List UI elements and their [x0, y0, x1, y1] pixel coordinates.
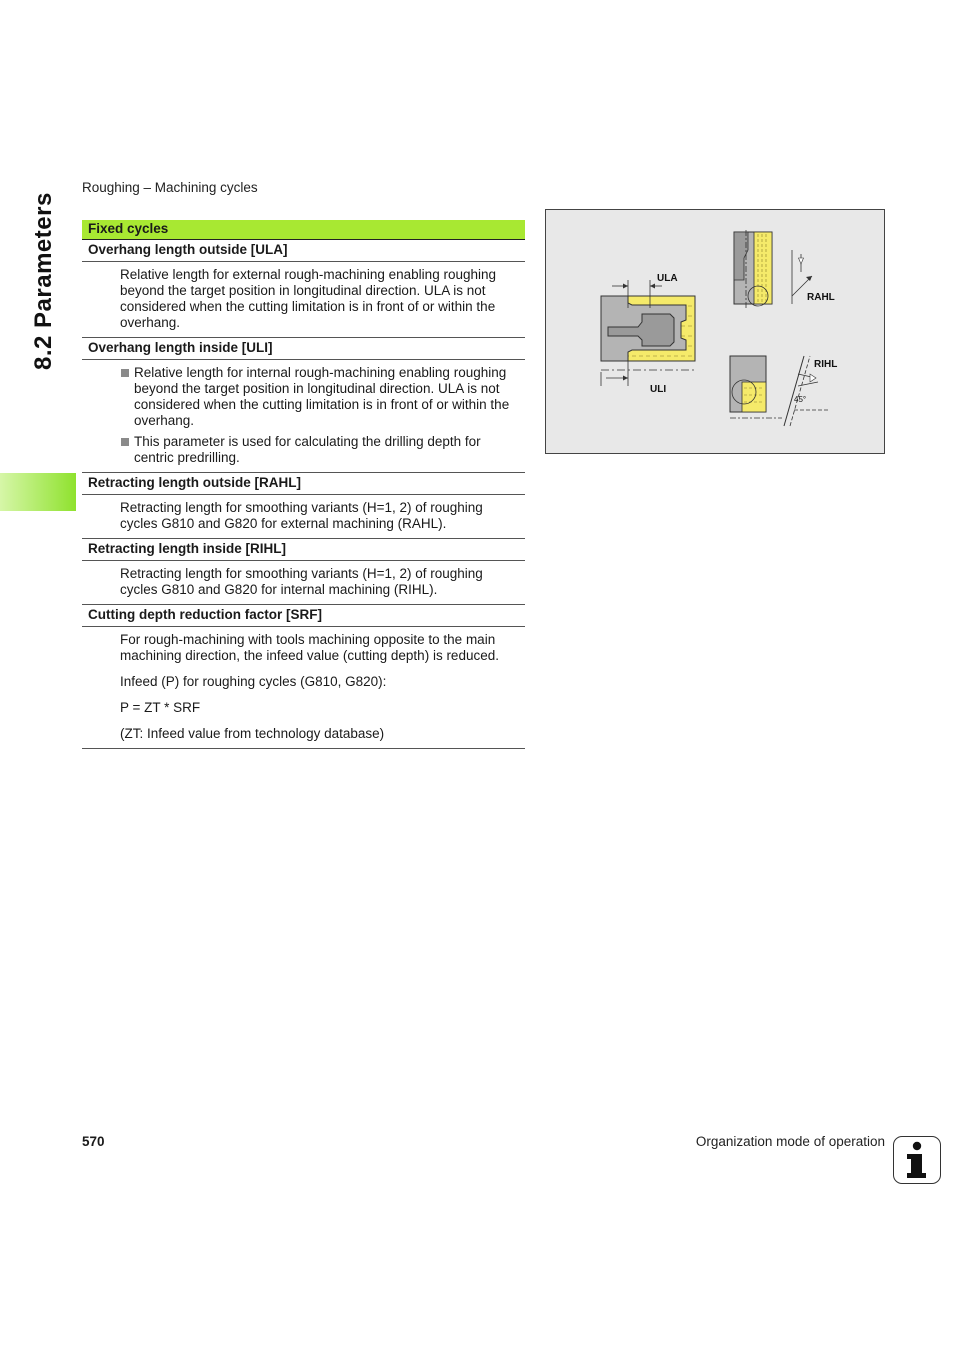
bullet-square-icon — [121, 369, 129, 377]
ula-uli-drawing — [601, 273, 695, 395]
description-paragraph: For rough-machining with tools machining opposite to the main machining direction, the infeed value (cutting depth) is reduced. — [120, 632, 499, 663]
label-ula: ULA — [657, 273, 678, 284]
bullet-item — [120, 365, 517, 429]
description-paragraph: Retracting length for smoothing variants (H=1, 2) of roughing cycles G810 and G820 for external machining (RAHL). — [120, 500, 483, 531]
formula-paragraph: P = ZT * SRF — [120, 700, 201, 715]
chapter-side-title — [26, 180, 66, 370]
param-description-rahl — [82, 495, 525, 539]
label-rahl: RAHL — [807, 292, 835, 303]
param-title-srf: Cutting depth reduction factor [SRF] — [82, 605, 525, 627]
rahl-drawing — [734, 230, 835, 310]
bullet-text: Relative length for internal rough-machining enabling roughing beyond the target position in longitudinal direction. ULA is not considered when the cutting limitation is in front of or within the overhang. — [134, 365, 510, 428]
bullet-item — [120, 434, 517, 466]
chapter-thumb-tab — [0, 473, 76, 511]
chapter-side-title-text: 8.2 Parameters — [30, 192, 57, 370]
page-number: 570 — [82, 1134, 105, 1149]
bullet-square-icon — [121, 438, 129, 446]
roughing-parameters-figure — [545, 209, 885, 454]
param-title-ula: Overhang length outside [ULA] — [82, 240, 525, 262]
bullet-text: This parameter is used for calculating the drilling depth for centric predrilling. — [134, 434, 481, 465]
param-title-rahl: Retracting length outside [RAHL] — [82, 473, 525, 495]
param-description-uli — [82, 360, 525, 473]
parameter-table — [82, 220, 525, 749]
footer-chapter-text: Organization mode of operation — [695, 1134, 885, 1149]
table-header: Fixed cycles — [82, 220, 525, 240]
info-glyph — [894, 1137, 939, 1182]
label-uli: ULI — [650, 384, 667, 395]
param-description-srf — [82, 627, 525, 749]
param-title-rihl: Retracting length inside [RIHL] — [82, 539, 525, 561]
description-paragraph: (ZT: Infeed value from technology database) — [120, 726, 385, 741]
description-paragraph: Retracting length for smoothing variants (H=1, 2) of roughing cycles G810 and G820 for internal machining (RIHL). — [120, 566, 483, 597]
section-heading: Roughing – Machining cycles — [82, 180, 258, 195]
param-description-rihl — [82, 561, 525, 605]
description-paragraph: Infeed (P) for roughing cycles (G810, G820): — [120, 674, 387, 689]
label-angle: 45° — [794, 395, 807, 404]
info-icon — [893, 1136, 941, 1184]
rihl-drawing — [730, 356, 837, 426]
technical-drawing — [546, 210, 884, 453]
param-title-uli: Overhang length inside [ULI] — [82, 338, 525, 360]
label-rihl: RIHL — [814, 359, 838, 370]
description-paragraph: Relative length for external rough-machining enabling roughing beyond the target position in longitudinal direction. ULA is not considered when the cutting limitation is in front of or within the overhang. — [120, 267, 496, 330]
param-description-ula — [82, 262, 525, 338]
